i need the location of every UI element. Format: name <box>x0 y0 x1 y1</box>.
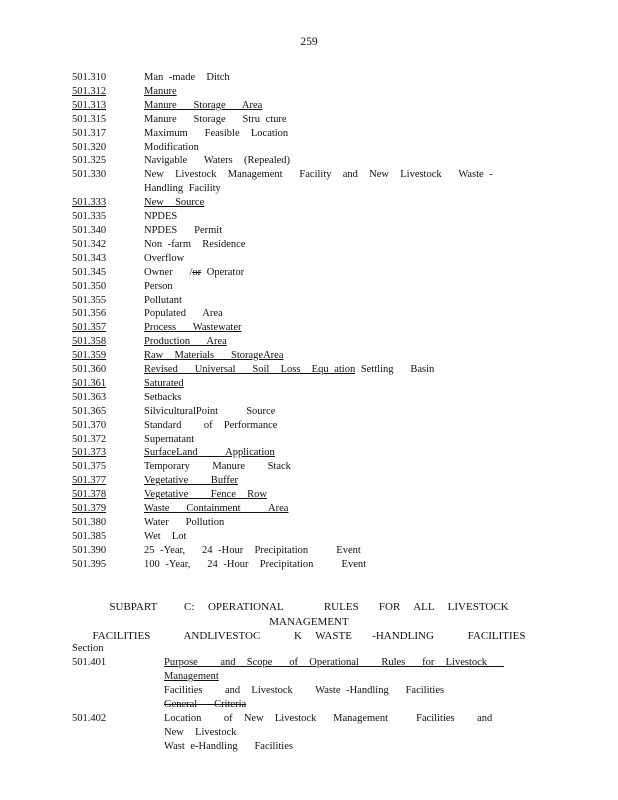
section-title <box>144 433 504 447</box>
toc-entry <box>72 488 572 502</box>
section-title <box>144 391 504 405</box>
section-title <box>144 127 504 141</box>
section-title-text: Standard of Performance <box>144 419 278 431</box>
toc-entry <box>72 280 572 294</box>
section-title-text: Revised Universal Soil Loss Equ ation <box>144 364 356 376</box>
section-number: 501.401 <box>72 657 107 668</box>
subpart-section-list <box>72 642 512 754</box>
section-title <box>144 530 504 544</box>
section-number: 501.372 <box>72 433 107 445</box>
section-number: 501.340 <box>72 224 107 236</box>
subpart-heading-line-1: SUBPART C: OPERATIONAL RULES FOR ALL LIVESTOCK MANAGEMENT <box>109 601 543 628</box>
section-number: 501.380 <box>72 517 107 528</box>
section-title-text: Process Wastewater <box>144 322 242 334</box>
section-number: 501.325 <box>72 155 107 167</box>
toc-entry <box>72 71 572 85</box>
section-title <box>144 502 504 516</box>
struck-text: General Criteria <box>164 699 247 710</box>
toc-entry <box>72 335 572 349</box>
subpart-heading <box>60 600 558 644</box>
section-title-text: Facilities and Livestock Waste -Handling Facilities <box>164 685 461 696</box>
section-number: 501.395 <box>72 558 107 570</box>
section-number: 501.312 <box>72 85 107 97</box>
section-title <box>144 141 504 155</box>
section-number: 501.385 <box>72 530 107 542</box>
section-title-text: 100 -Year, 24 -Hour Precipitation Event <box>144 558 367 570</box>
section-title <box>144 405 504 419</box>
section-title-text: Vegetative Fence Row <box>144 489 267 501</box>
section-number: 501.350 <box>72 280 107 292</box>
section-title <box>144 280 504 294</box>
toc-entry <box>72 113 572 127</box>
section-number: 501.335 <box>72 211 107 223</box>
section-title-text: SurfaceLand Application <box>144 447 275 459</box>
section-title <box>144 474 504 488</box>
toc-entry <box>72 544 572 558</box>
section-title <box>144 321 504 335</box>
section-title <box>144 516 504 530</box>
section-title <box>154 656 504 712</box>
section-title-text: Settling Basin <box>355 364 435 376</box>
toc-entry <box>72 168 572 196</box>
toc-entry <box>72 196 572 210</box>
section-number: 501.378 <box>72 489 107 501</box>
section-title-text: 25 -Year, 24 -Hour Precipitation Event <box>144 544 361 556</box>
section-title-text: Operator <box>201 266 245 278</box>
section-title-text: NPDES <box>144 211 178 223</box>
toc-entry <box>72 405 572 419</box>
toc-entry <box>72 307 572 321</box>
section-title <box>144 99 504 113</box>
section-title <box>144 558 504 572</box>
table-of-contents <box>72 71 572 572</box>
section-title-text: Man -made Ditch <box>144 72 230 83</box>
section-number: 501.345 <box>72 266 107 278</box>
toc-entry <box>72 349 572 363</box>
section-title <box>144 154 504 168</box>
toc-entry <box>72 363 572 377</box>
toc-entry <box>72 141 572 155</box>
section-title <box>144 363 504 377</box>
toc-entry <box>72 321 572 335</box>
section-title-text: Setbacks <box>144 391 182 403</box>
section-title <box>144 446 504 460</box>
toc-entry <box>72 656 512 712</box>
section-title-text: Water Pollution <box>144 517 225 528</box>
section-number: 501.363 <box>72 391 107 403</box>
section-title-text: Production Area <box>144 336 227 348</box>
section-title-line-1: Location of New Livestock Management Facilities and New Livestock <box>164 713 504 738</box>
toc-entry <box>72 530 572 544</box>
section-title <box>144 377 504 391</box>
section-title <box>144 252 504 266</box>
section-title <box>144 335 504 349</box>
subpart-heading-line-2: FACILITIES ANDLIVESTOC K WASTE -HANDLING FACILITIES <box>92 630 526 642</box>
section-title <box>144 210 504 224</box>
section-title <box>144 349 504 363</box>
toc-entry <box>72 474 572 488</box>
section-number: 501.320 <box>72 141 107 153</box>
section-title-text: Manure Storage Stru cture <box>144 113 287 125</box>
toc-entry <box>72 419 572 433</box>
section-title <box>144 294 504 308</box>
section-number: 501.355 <box>72 294 107 306</box>
section-title-text: SilviculturalPoint Source <box>144 405 276 417</box>
section-number: 501.359 <box>72 350 107 362</box>
section-title-text: Non -farm Residence <box>144 238 246 250</box>
section-number: 501.310 <box>72 72 107 83</box>
section-title-text: New Livestock Management Facility and New Livestock Waste -Handling Facility <box>144 169 493 195</box>
section-number: 501.315 <box>72 113 107 125</box>
toc-entry <box>72 127 572 141</box>
section-title-text: NPDES Permit <box>144 224 223 236</box>
section-number: 501.333 <box>72 197 107 209</box>
section-title-text: Temporary Manure Stack <box>144 461 291 473</box>
section-title <box>144 307 504 321</box>
toc-entry <box>72 99 572 113</box>
toc-entry <box>72 460 572 474</box>
section-title <box>154 712 504 754</box>
section-number: 501.358 <box>72 336 107 348</box>
section-number: 501.342 <box>72 238 107 250</box>
section-title-text: Manure Storage Area <box>144 99 263 111</box>
section-number: 501.373 <box>72 447 107 459</box>
section-title <box>144 544 504 558</box>
section-title-text: Navigable Waters (Repealed) <box>144 155 291 167</box>
section-title-line-1: Purpose and Scope of Operational Rules for Livestock Management <box>164 657 504 682</box>
toc-entry <box>72 224 572 238</box>
toc-entry <box>72 85 572 99</box>
section-title-text: Maximum Feasible Location <box>144 127 289 139</box>
section-title <box>144 266 504 280</box>
toc-entry <box>72 391 572 405</box>
toc-entry <box>72 712 512 754</box>
section-title-text: Raw Materials StorageArea <box>144 350 284 362</box>
section-number: 501.317 <box>72 127 107 139</box>
section-number: 501.365 <box>72 405 107 417</box>
section-title <box>144 71 504 85</box>
toc-entry <box>72 266 572 280</box>
section-title-text: Wet Lot <box>144 530 187 542</box>
section-title <box>144 488 504 502</box>
section-number: 501.379 <box>72 503 107 515</box>
toc-entry <box>72 210 572 224</box>
section-title-text: Modification <box>144 141 199 153</box>
section-title-text: Supernatant <box>144 433 195 445</box>
struck-text: or <box>192 266 202 278</box>
section-number: 501.357 <box>72 322 107 334</box>
section-number: 501.377 <box>72 475 107 487</box>
section-number: 501.361 <box>72 377 107 389</box>
section-title <box>144 168 504 196</box>
section-title-text: Vegetative Buffer <box>144 475 239 487</box>
section-title-text: Pollutant <box>144 294 182 306</box>
toc-entry <box>72 502 572 516</box>
section-title-text: New Source <box>144 197 205 209</box>
toc-entry <box>72 516 572 530</box>
toc-entry <box>72 558 572 572</box>
section-title <box>144 196 504 210</box>
section-title-text: Manure <box>144 85 177 97</box>
toc-entry <box>72 377 572 391</box>
section-number: 501.402 <box>72 713 107 724</box>
section-number: 501.370 <box>72 419 107 431</box>
section-number: 501.343 <box>72 252 107 264</box>
section-title-text: Populated Area <box>144 308 223 320</box>
section-label: Section <box>72 643 104 654</box>
section-number: 501.330 <box>72 169 107 181</box>
section-title-line-2 <box>154 684 494 712</box>
toc-entry <box>72 252 572 266</box>
section-title <box>144 113 504 127</box>
section-number: 501.390 <box>72 544 107 556</box>
section-title-text: Person <box>144 280 173 292</box>
section-number: 501.375 <box>72 461 107 473</box>
toc-entry <box>72 294 572 308</box>
section-title-line-2: Wast e-Handling Facilities <box>164 741 293 752</box>
section-title-text: Saturated <box>144 377 184 389</box>
toc-entry <box>72 446 572 460</box>
section-title <box>144 238 504 252</box>
toc-entry <box>72 433 572 447</box>
section-title-text: Overflow <box>144 252 185 264</box>
section-title <box>144 85 504 99</box>
toc-entry <box>72 238 572 252</box>
section-title <box>144 224 504 238</box>
toc-entry <box>72 154 572 168</box>
section-number: 501.360 <box>72 364 107 376</box>
section-title <box>144 460 504 474</box>
section-title-text: Waste Containment Area <box>144 503 289 515</box>
section-number: 501.313 <box>72 99 107 111</box>
section-title <box>144 419 504 433</box>
page-number: 259 <box>300 36 318 48</box>
section-number: 501.356 <box>72 308 107 320</box>
section-title-text: Owner / <box>144 266 193 278</box>
